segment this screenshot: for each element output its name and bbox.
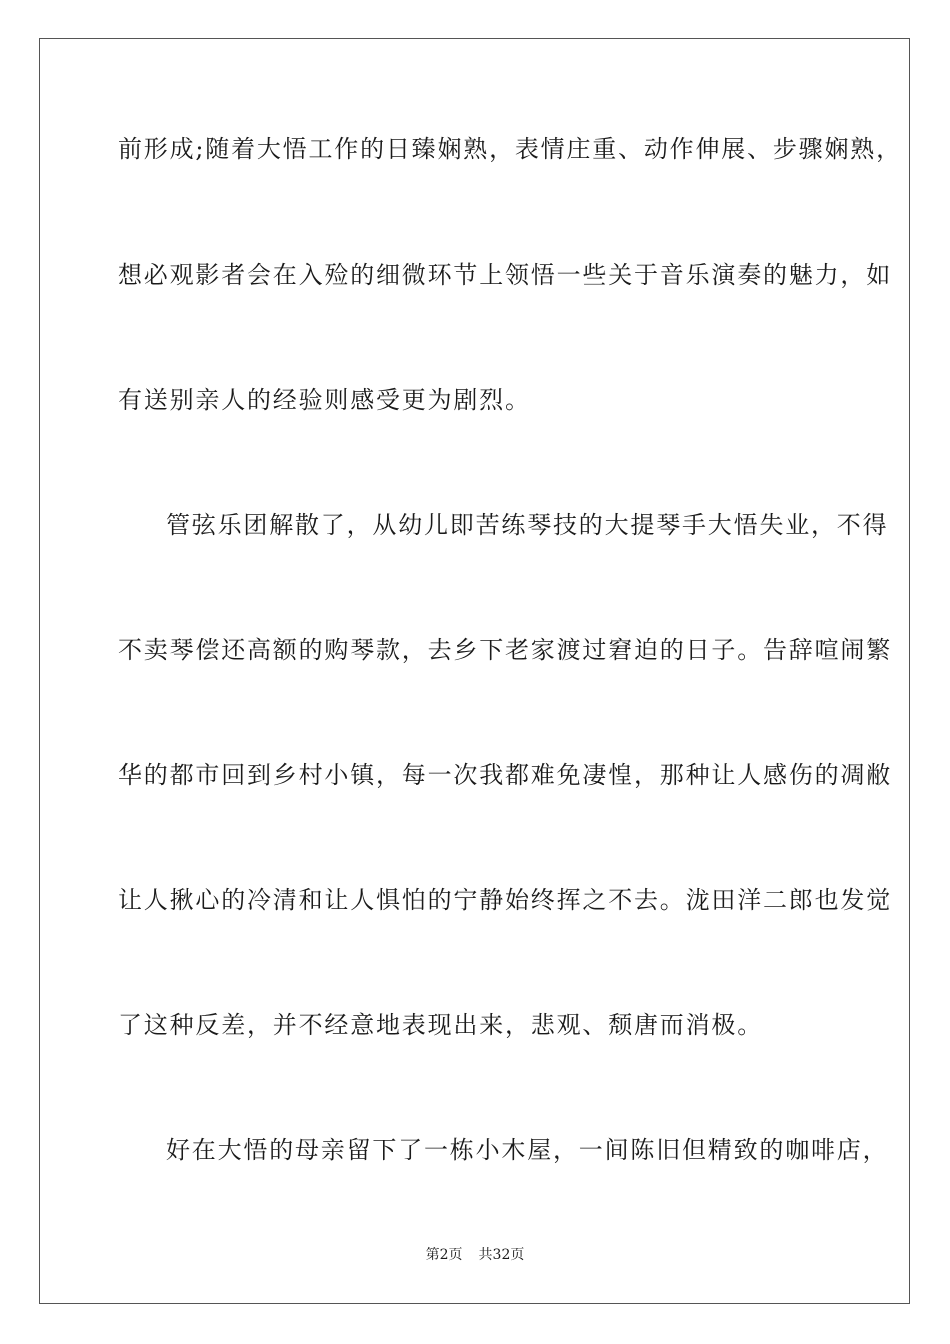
paragraph-line: 让人揪心的冷清和让人惧怕的宁静始终挥之不去。泷田洋二郎也发觉 (118, 886, 892, 914)
total-pages: 共32页 (478, 1247, 525, 1263)
page-border (39, 38, 910, 1304)
paragraph-line: 想必观影者会在入殓的细微环节上领悟一些关于音乐演奏的魅力，如 (118, 261, 892, 289)
paragraph-line: 了这种反差，并不经意地表现出来，悲观、颓唐而消极。 (118, 1011, 763, 1039)
paragraph-line: 好在大悟的母亲留下了一栋小木屋，一间陈旧但精致的咖啡店， (166, 1136, 889, 1164)
page-number: 第2页 (425, 1247, 463, 1263)
paragraph-line: 有送别亲人的经验则感受更为剧烈。 (118, 386, 531, 414)
paragraph-line: 不卖琴偿还高额的购琴款，去乡下老家渡过窘迫的日子。告辞喧闹繁 (118, 636, 892, 664)
page-footer (0, 1246, 950, 1264)
paragraph-line: 前形成;随着大悟工作的日臻娴熟，表情庄重、动作伸展、步骤娴熟， (118, 135, 902, 163)
paragraph-line: 管弦乐团解散了，从幼儿即苦练琴技的大提琴手大悟失业，不得 (166, 511, 889, 539)
paragraph-line: 华的都市回到乡村小镇，每一次我都难免凄惶，那种让人感伤的凋敝 (118, 761, 892, 789)
